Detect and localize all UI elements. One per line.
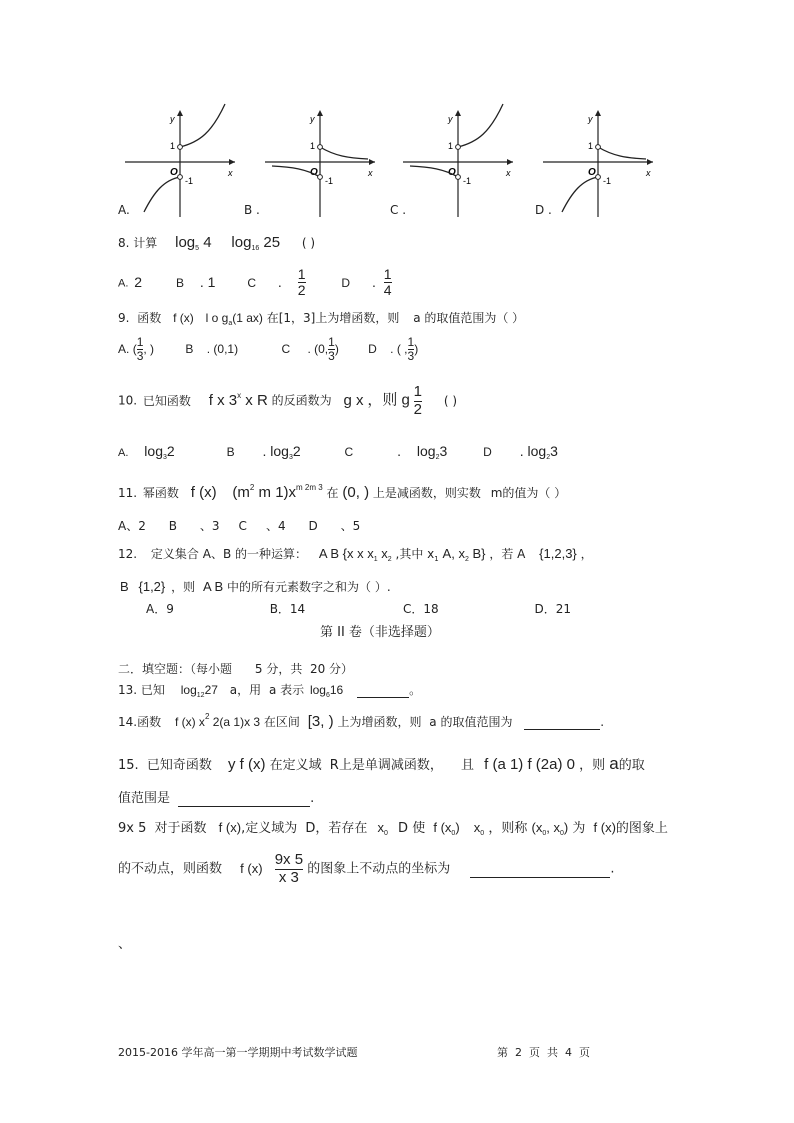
y-axis-arrow [317,110,323,116]
answer-blank[interactable] [357,683,409,698]
open-point-lower [456,175,461,180]
answer-blank[interactable] [470,862,610,878]
open-point-lower [596,175,601,180]
question-15-line2: 值范围是 . [118,791,315,806]
fraction: $\frac{9x 5}{x 3}$ [274,851,304,886]
question-16: 9x 5 对于函数 f (x),定义域为 D，若存在 $x_0$ D 使 f $(x_0)$ $x_0$ ，则称 ($x_0$, $x_0$) 为 f (x)的图象上 [118,820,668,837]
origin-label: O [310,167,318,178]
y-axis-arrow [177,110,183,116]
question-14: 14.函数 f (x) $x^2$ 2(a 1)x 3 在区间 [3, ) 上为增函数，则 a 的取值范围为 . [118,712,605,730]
question-10-options: A. $\log_32$ B . $\log_32$ C . $\log_23$ D . $\log_23$ [118,443,558,461]
stray-mark: 、 [118,937,132,952]
fraction: $\frac{1}{3}$ [136,335,144,364]
curve-right-branch [598,147,646,159]
open-point-upper [456,145,461,150]
question-11: 11. 幂函数 f (x) ($m^2$ m $1)x^{m 2m 3}$ 在 (0, ) 上是减函数，则实数 m的值为（ ） [118,483,567,501]
question-10: 10. 已知函数 f x 3$^x$ x R 的反函数为 g x ，则 g $\frac{1}{2}$ ( ) [118,383,458,418]
section-title: 第 II 卷（非选择题） [320,625,440,640]
question-16-line2: 的不动点，则函数 f (x) $\frac{9x 5}{x 3}$ 的图象上不动点的坐标为 . [118,851,615,886]
curve-left-branch [144,177,180,212]
graph-panel-1 [125,100,235,217]
graph-panel-3 [403,100,513,217]
fraction: $\frac{1}{3}$ [328,335,335,364]
open-point-upper [318,145,323,150]
x-axis-arrow [229,159,235,165]
footer-left: 2015-2016 学年高一第一学期期中考试数学试题 [118,1046,358,1059]
origin-label: O [170,167,178,178]
x-axis-arrow [647,159,653,165]
section-heading: 二．填空题：（每小题 5 分，共 20 分） [118,662,354,676]
question-11-options: A、2 B 、3 C 、4 D 、5 [118,519,361,533]
question-number: 8. [118,236,130,250]
tick-label-minus-1: -1 [325,176,334,186]
y-axis-label: y [588,114,593,124]
tick-label-minus-1: -1 [603,176,612,186]
question-text: 计算 [133,236,158,250]
open-point-upper [178,145,183,150]
x-axis-arrow [507,159,513,165]
x-axis-arrow [369,159,375,165]
graph-panel-2 [265,100,375,217]
fraction: $\frac{1}{3}$ [407,335,415,364]
fraction: $\frac{1}{4}$ [383,266,392,299]
math-expr: $\log_{16} 25$ [231,234,281,252]
y-axis-arrow [595,110,601,116]
question-9-options: A. ( $\frac{1}{3}$ , ) B . (0,1) C . (0, $\frac{1}{3}$ ) D . ( , $\frac{1}{3}$ ) [118,335,419,364]
x-axis-label: x [368,168,373,178]
graph-panel-4 [543,100,653,217]
answer-paren: ( ) [301,236,316,250]
fraction: $\frac{1}{2}$ [413,383,422,418]
answer-blank[interactable] [524,715,600,730]
x-axis-label: x [228,168,233,178]
y-axis-label: y [310,114,315,124]
origin-label: O [588,167,596,178]
graph-label-d: D . [535,203,552,217]
y-axis-label: y [170,114,175,124]
question-15: 15. 已知奇函数 y f (x) 在定义域 R上是单调减函数， 且 f (a 1) f (2a) 0 ，则 a的取 [118,754,645,773]
open-point-lower [178,175,183,180]
origin-label: O [448,167,456,178]
graph-label-c: C . [390,203,407,217]
fraction: $\frac{1}{2}$ [297,266,306,299]
open-point-lower [318,175,323,180]
graph-label-b: B . [244,203,260,217]
y-axis-label: y [448,114,453,124]
tick-label-1: 1 [448,141,454,151]
answer-blank[interactable] [178,791,310,807]
x-axis-label: x [646,168,651,178]
question-13: 13. 已知 $\log_{12}27$ a，用 a 表示 $\log_616$ 。 [118,683,422,699]
curve-right-branch [458,104,503,147]
math-expr: $\log_5 4$ [175,234,212,252]
y-axis-arrow [455,110,461,116]
graph-label-a: A. [118,203,130,217]
tick-label-1: 1 [310,141,316,151]
tick-label-1: 1 [588,141,594,151]
curve-right-branch [180,104,225,147]
question-8 [118,234,315,251]
open-point-upper [596,145,601,150]
curve-right-branch [320,147,368,159]
question-8-options: A. 2 B . 1 C . $\frac{1}{2}$ D . $\frac{1}{4}$ [118,266,392,299]
question-12-line2: B {1,2} ，则 A B 中的所有元素数字之和为（ ）. [120,579,391,594]
x-axis-label: x [506,168,511,178]
curve-left-branch [562,177,598,212]
question-12-options: A．9 B．14 C．18 D．21 [146,602,572,616]
tick-label-minus-1: -1 [185,176,194,186]
footer-right: 第 2 页 共 4 页 [497,1046,590,1059]
tick-label-minus-1: -1 [463,176,472,186]
question-12: 12. 定义集合 A、B 的一种运算： A B {x x $x_1$ $x_2$ ,其中 $x_1$ A, $x_2$ B} ，若 A {1,2,3} ， [118,546,593,563]
question-9: 9. 函数 f (x) l o $g_a(1$ ax) 在[1，3]上为增函数，则 a 的取值范围为（ ） [118,311,525,327]
tick-label-1: 1 [170,141,176,151]
